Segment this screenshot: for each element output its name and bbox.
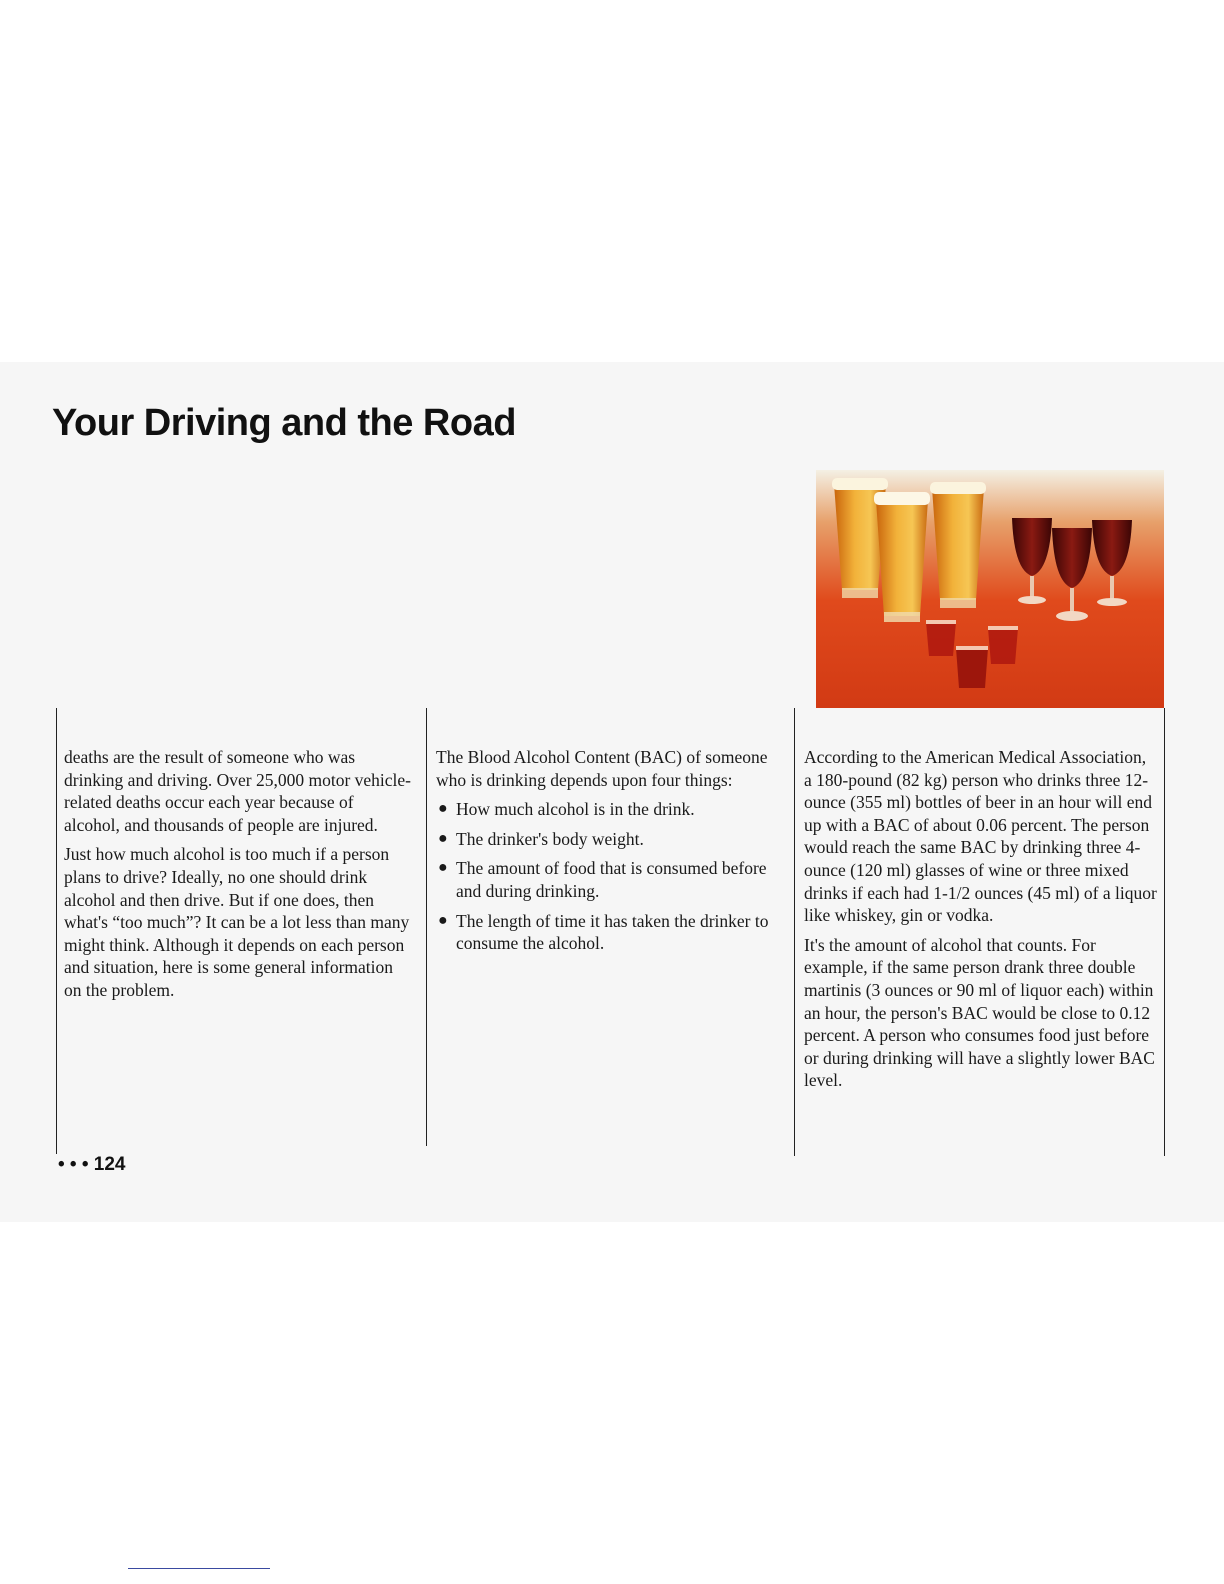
footer-underline <box>128 1568 270 1569</box>
col3-paragraph-2: It's the amount of alcohol that counts. For example, if the same person drank three double martinis (3 ounces or 90 ml of liquor each) within an hour, the person's BAC would be close to 0.12 percent. A person who consumes food just before or during drinking will have a slightly lower BAC level. <box>804 934 1155 1091</box>
bac-factors-list <box>436 798 780 955</box>
bullet-icon: ● <box>438 800 448 818</box>
column-rule-2 <box>426 708 427 1146</box>
column-1 <box>64 746 412 1009</box>
col3-paragraph-1: According to the American Medical Association, a 180-pound (82 kg) person who drinks three 12-ounce (355 ml) bottles of beer in an hour will end up with a BAC of about 0.06 percent. The person would reach the same BAC by drinking three 4-ounce (120 ml) glasses of wine or three mixed drinks if each had 1-1/2 ounces (45 ml) of a liquor like whiskey, gin or vodka. <box>804 747 1157 926</box>
list-item: ● The drinker's body weight. <box>438 828 644 849</box>
column-rule-3 <box>794 708 795 1156</box>
list-item: ● The length of time it has taken the drinker to consume the alcohol. <box>438 910 769 954</box>
drinks-photo <box>816 470 1164 708</box>
bullet-icon: ● <box>438 911 448 929</box>
list-item: ● The amount of food that is consumed before and during drinking. <box>438 858 767 901</box>
bullet-icon: ● <box>438 829 448 847</box>
column-rule-1 <box>56 708 57 1154</box>
column-2 <box>436 746 780 962</box>
page-number: • • • 124 <box>58 1154 126 1175</box>
column-3 <box>804 746 1158 1099</box>
column-rule-4 <box>1164 708 1165 1156</box>
page-title: Your Driving and the Road <box>52 402 516 444</box>
beer-wine-shot-glasses-icon <box>816 470 1164 708</box>
list-item: ● How much alcohol is in the drink. <box>438 799 695 820</box>
col1-paragraph-2: Just how much alcohol is too much if a person plans to drive? Ideally, no one should drink alcohol and then drive. But if one does, then what's “too much”? It can be a lot less than many might think. Although it depends on each person and situation, here is some general information on the problem. <box>64 844 410 1000</box>
col1-paragraph-1: deaths are the result of someone who was drinking and driving. Over 25,000 motor vehicle-related deaths occur each year because of alcohol, and thousands of people are injured. <box>64 747 412 835</box>
col2-intro: The Blood Alcohol Content (BAC) of someone who is drinking depends upon four things: <box>436 747 768 790</box>
bullet-icon: ● <box>438 859 448 877</box>
